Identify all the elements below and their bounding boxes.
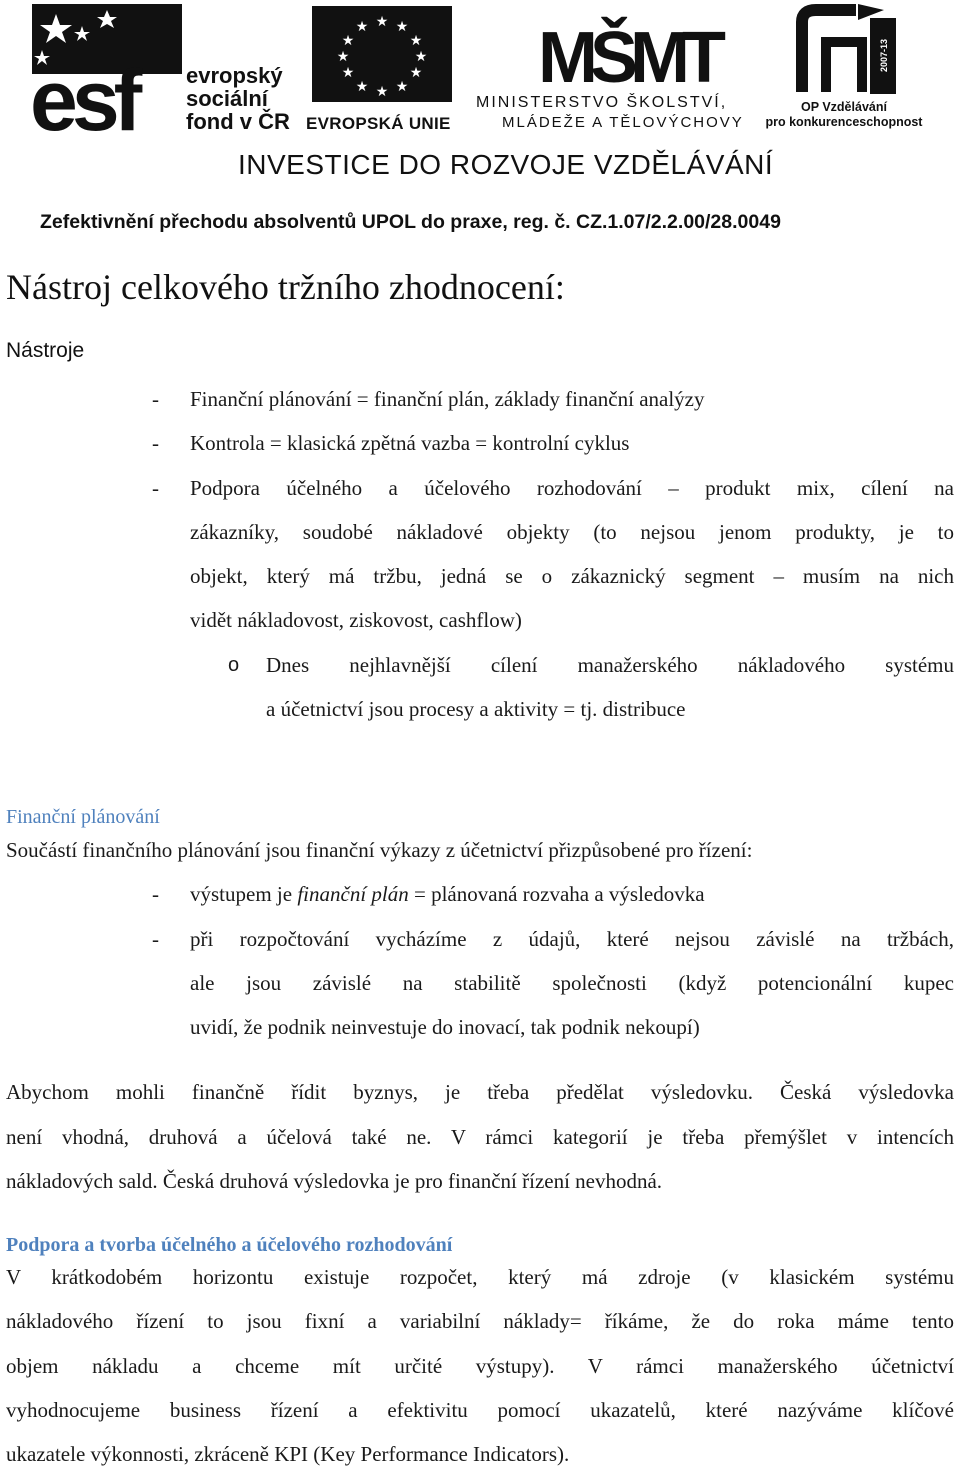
op-mark-icon: [792, 2, 902, 98]
msmt-letters: MŠMT: [538, 18, 718, 98]
tool-item-1: Finanční plánování = finanční plán, základy finanční analýzy: [190, 387, 705, 411]
tool-item-3-line2: zákazníky, soudobé nákladové objekty (to nejsou jenom produkty, je to: [190, 520, 954, 544]
svg-text:★: ★: [395, 79, 409, 95]
msmt-line1: MINISTERSTVO ŠKOLSTVÍ,: [476, 94, 728, 111]
financial-bullet-1-post: = plánovaná rozvaha a výsledovka: [408, 882, 705, 906]
esf-line2: sociální: [186, 86, 268, 111]
esf-mark-icon: [22, 4, 182, 149]
financial-heading: Finanční plánování: [6, 806, 160, 828]
support-line5: ukazatele výkonnosti, zkráceně KPI (Key Performance Indicators).: [6, 1442, 570, 1466]
op-logo: [756, 2, 932, 136]
op-line1: OP Vzdělávání: [801, 100, 887, 114]
financial-paragraph-line1: Abychom mohli finančně řídit byznys, je třeba předělat výsledovku. Česká výsledovka: [6, 1080, 954, 1104]
sub-item-line2: a účetnictví jsou procesy a aktivity = tj. distribuce: [266, 697, 686, 721]
tool-item-3-line3: objekt, který má tržbu, jedná se o zákaznický segment – musím na nich: [190, 564, 954, 588]
support-heading: Podpora a tvorba účelného a účelového rozhodování: [6, 1234, 453, 1256]
list-dash: -: [152, 927, 159, 951]
svg-text:★: ★: [409, 65, 423, 81]
svg-text:★: ★: [355, 79, 369, 95]
svg-text:★: ★: [414, 49, 428, 65]
financial-bullet-2-line3: uvidí, že podnik neinvestuje do inovací, tak podnik nekoupí): [190, 1015, 700, 1039]
page-title: Nástroj celkového tržního zhodnocení:: [6, 267, 565, 307]
eu-logo: [304, 6, 464, 134]
section-label-nastroje: Nástroje: [6, 339, 85, 362]
op-line2: pro konkurenceschopnost: [765, 115, 923, 129]
list-dash: -: [152, 387, 159, 411]
list-dash: -: [152, 431, 159, 455]
svg-text:★: ★: [336, 49, 350, 65]
investice-banner: INVESTICE DO ROZVOJE VZDĚLÁVÁNÍ: [238, 149, 774, 180]
svg-text:★: ★: [355, 19, 369, 35]
esf-logo: [22, 4, 294, 149]
financial-bullet-2-line1: při rozpočtování vycházíme z údajů, které nejsou závislé na tržbách,: [190, 927, 954, 951]
msmt-logo: [474, 0, 746, 134]
svg-text:★: ★: [375, 84, 389, 100]
msmt-line2: MLÁDEŽE A TĚLOVÝCHOVY: [502, 114, 744, 131]
support-line1: V krátkodobém horizontu existuje rozpočet, který má zdroje (v klasickém systému: [6, 1265, 954, 1289]
esf-line1: evropský: [186, 63, 283, 88]
svg-text:★: ★: [395, 19, 409, 35]
tool-item-3-line4: vidět nákladovost, ziskovost, cashflow): [190, 608, 522, 632]
project-line: Zefektivnění přechodu absolventů UPOL do praxe, reg. č. CZ.1.07/2.2.00/28.0049: [40, 211, 781, 233]
tool-item-3-line1: Podpora účelného a účelového rozhodování – produkt mix, cílení na: [190, 476, 954, 500]
tool-item-2: Kontrola = klasická zpětná vazba = kontrolní cyklus: [190, 431, 630, 455]
financial-paragraph-line2: není vhodná, druhová a účelová také ne. V rámci kategorií je třeba přemýšlet v intencích: [6, 1125, 954, 1149]
financial-bullet-1-pre: výstupem je: [190, 882, 298, 906]
financial-bullet-2-line2: ale jsou závislé na stabilitě společnosti (když potencionální kupec: [190, 971, 954, 995]
logo-band: [0, 0, 960, 200]
list-dash: -: [152, 882, 159, 906]
svg-text:★: ★: [341, 65, 355, 81]
esf-letters: esf: [30, 53, 137, 149]
esf-line3: fond v ČR: [186, 109, 290, 134]
financial-plan-term: finanční plán: [297, 882, 409, 906]
support-line4: vyhodnocujeme business řízení a efektivitu pomocí ukazatelů, které nazýváme klíčové: [6, 1398, 954, 1422]
sub-bullet-marker: o: [228, 654, 240, 676]
financial-intro: Součástí finančního plánování jsou finanční výkazy z účetnictví přizpůsobené pro řízení:: [6, 838, 753, 862]
support-line3: objem nákladu a chceme mít určité výstupy). V rámci manažerského účetnictví: [6, 1354, 954, 1378]
svg-text:★: ★: [341, 33, 355, 49]
financial-paragraph-line3: nákladových sald. Česká druhová výsledovka je pro finanční řízení nevhodná.: [6, 1169, 663, 1193]
financial-bullet-1: [190, 881, 705, 907]
list-dash: -: [152, 476, 159, 500]
sub-item-line1: Dnes nejhlavnější cílení manažerského nákladového systému: [266, 653, 954, 677]
msmt-mark-icon: [538, 0, 718, 98]
eu-flag-icon: [312, 6, 452, 102]
support-line2: nákladového řízení to jsou fixní a variabilní náklady= říkáme, že do roka máme tento: [6, 1309, 954, 1333]
eu-caption: EVROPSKÁ UNIE: [306, 114, 451, 133]
svg-text:★: ★: [409, 33, 423, 49]
op-badge: 2007-13: [879, 38, 889, 72]
svg-text:★: ★: [375, 14, 389, 30]
